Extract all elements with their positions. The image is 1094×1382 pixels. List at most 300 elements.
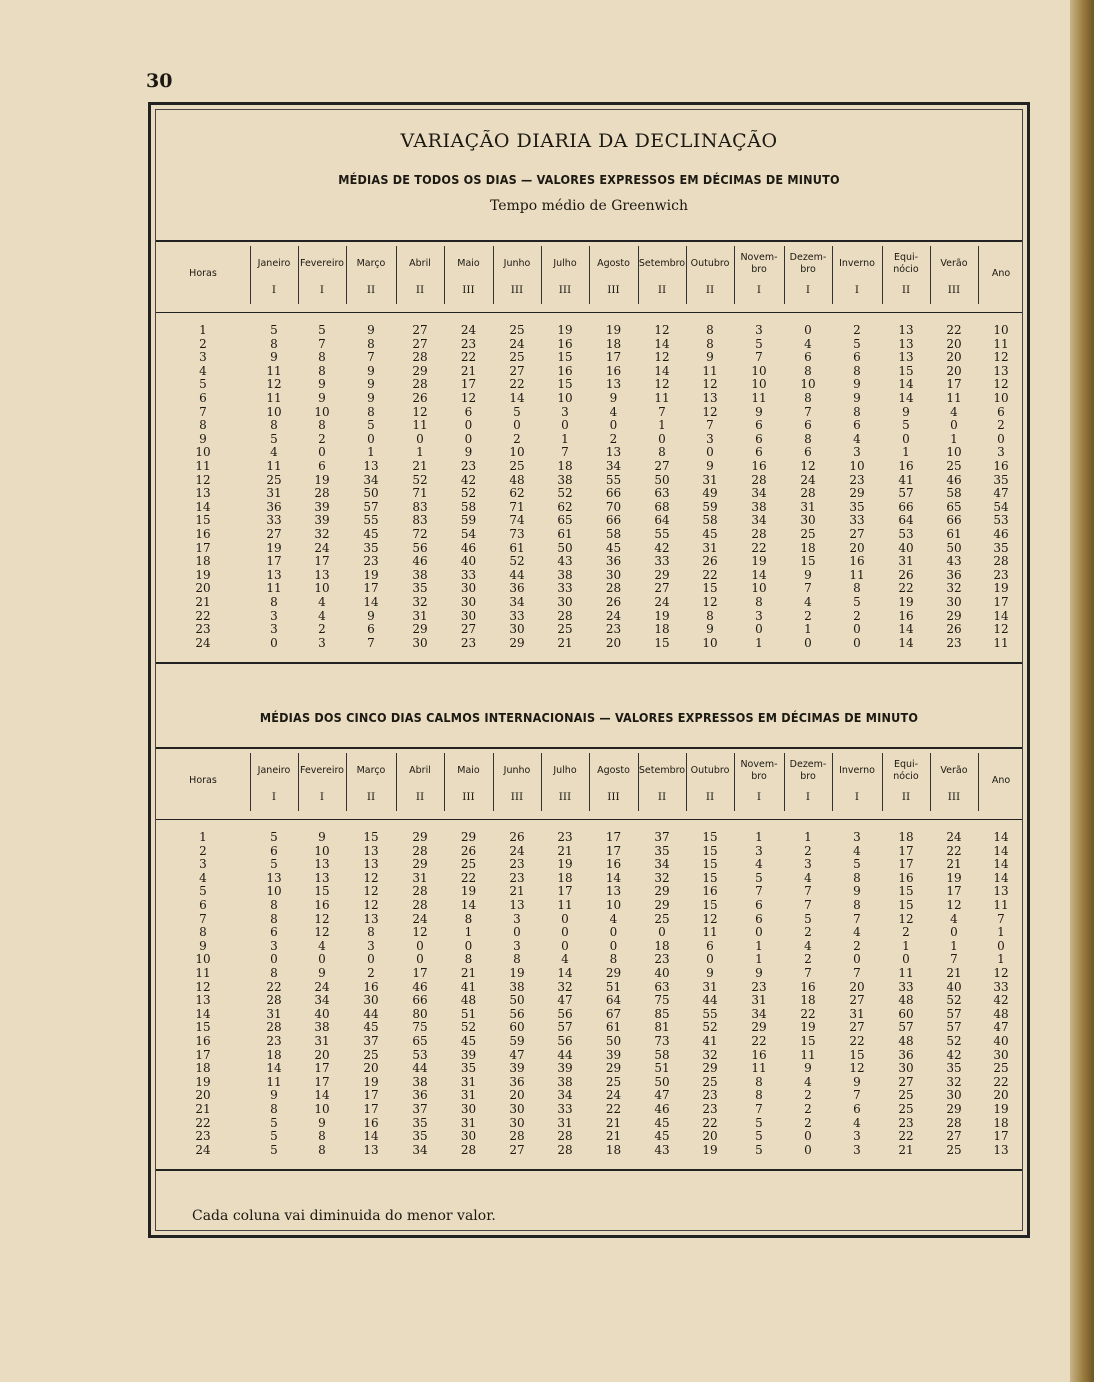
- value-cell: 7: [706, 418, 714, 433]
- value-cell: 24: [314, 979, 330, 994]
- value-cell: 5: [755, 870, 763, 885]
- value-cell: 7: [950, 952, 958, 967]
- value-cell: 8: [318, 350, 326, 365]
- value-cell: 0: [561, 925, 569, 940]
- table1-bottom-rule: [156, 662, 1022, 664]
- value-cell: 13: [605, 884, 622, 899]
- table1-column-header: [444, 240, 493, 312]
- table2-column-divider: [493, 753, 494, 811]
- value-cell: 16: [751, 459, 767, 473]
- table-row: [156, 501, 1022, 515]
- value-cell: 8: [270, 1102, 278, 1116]
- table1-column-divider: [346, 246, 347, 304]
- value-cell: 24: [605, 608, 622, 623]
- value-cell: 27: [412, 323, 428, 337]
- value-cell: 29: [412, 857, 428, 872]
- value-cell: 20: [605, 635, 622, 650]
- value-cell: 42: [460, 472, 477, 487]
- value-cell: 12: [800, 459, 816, 473]
- table1-column-divider: [541, 246, 542, 304]
- value-cell: 30: [605, 567, 622, 582]
- value-cell: 29: [702, 1061, 718, 1076]
- table-row: [156, 926, 1022, 940]
- value-cell: 29: [412, 830, 428, 844]
- hour-cell: 4: [199, 870, 207, 885]
- value-cell: 9: [902, 404, 910, 419]
- value-cell: 10: [314, 1102, 330, 1116]
- value-cell: 19: [266, 540, 282, 555]
- value-cell: 46: [993, 527, 1009, 541]
- table2-column-season-group: III: [947, 791, 961, 803]
- table1-column-header: [396, 240, 444, 312]
- value-cell: 12: [993, 350, 1009, 365]
- value-cell: 1: [561, 431, 569, 446]
- value-cell: 33: [509, 608, 525, 623]
- value-cell: 0: [318, 445, 326, 460]
- value-cell: 6: [853, 350, 861, 365]
- value-cell: 27: [509, 363, 525, 378]
- value-cell: 16: [898, 608, 914, 623]
- value-cell: 25: [898, 1102, 914, 1116]
- value-cell: 5: [270, 1115, 278, 1130]
- value-cell: 39: [314, 513, 330, 528]
- table1-column-divider: [444, 246, 445, 304]
- value-cell: 10: [509, 445, 525, 460]
- value-cell: 2: [804, 1102, 812, 1116]
- value-cell: 0: [561, 911, 569, 926]
- table-row: [156, 994, 1022, 1008]
- table2-column-divider: [250, 753, 251, 811]
- table1-column-divider: [784, 246, 785, 304]
- table2-column-header: [250, 747, 298, 819]
- value-cell: 40: [946, 979, 962, 994]
- value-cell: 17: [557, 884, 573, 899]
- value-cell: 25: [898, 1088, 914, 1103]
- value-cell: 38: [412, 567, 428, 582]
- value-cell: 33: [849, 513, 865, 528]
- value-cell: 12: [412, 404, 428, 419]
- value-cell: 52: [702, 1020, 718, 1035]
- value-cell: 40: [993, 1034, 1009, 1048]
- value-cell: 1: [804, 622, 812, 637]
- value-cell: 13: [266, 870, 282, 885]
- hour-cell: 11: [195, 459, 211, 473]
- value-cell: 23: [509, 857, 525, 872]
- table2-column-divider: [734, 753, 735, 811]
- value-cell: 48: [993, 1006, 1009, 1021]
- value-cell: 32: [314, 527, 330, 541]
- value-cell: 15: [702, 843, 718, 858]
- value-cell: 10: [751, 377, 767, 392]
- value-cell: 3: [270, 608, 278, 623]
- value-cell: 22: [898, 1129, 914, 1144]
- value-cell: 1: [755, 952, 763, 967]
- value-cell: 38: [509, 979, 525, 994]
- value-cell: 14: [509, 391, 525, 405]
- hour-cell: 6: [199, 391, 207, 405]
- table2-column-season-group: II: [415, 791, 425, 803]
- table1-column-season-group: III: [607, 284, 620, 296]
- value-cell: 10: [266, 884, 282, 899]
- section1-subtitle: MÉDIAS DE TODOS OS DIAS — VALORES EXPRESSOS EM DÉCIMAS DE MINUTO: [338, 172, 840, 187]
- value-cell: 2: [804, 1115, 812, 1130]
- value-cell: 28: [412, 884, 428, 899]
- value-cell: 2: [318, 622, 326, 637]
- value-cell: 10: [702, 635, 718, 650]
- value-cell: 63: [654, 979, 670, 994]
- table1-column-name: Abril: [409, 258, 431, 269]
- value-cell: 4: [804, 938, 812, 953]
- value-cell: 16: [751, 1047, 767, 1062]
- table-row: [156, 831, 1022, 845]
- value-cell: 22: [946, 843, 962, 858]
- value-cell: 33: [557, 581, 573, 596]
- value-cell: 35: [946, 1061, 962, 1076]
- value-cell: 0: [464, 938, 473, 953]
- value-cell: 67: [605, 1006, 622, 1021]
- value-cell: 5: [755, 1129, 763, 1144]
- value-cell: 41: [898, 472, 914, 487]
- table2-column-season-group: I: [805, 791, 811, 803]
- value-cell: 28: [412, 350, 428, 365]
- value-cell: 9: [367, 391, 375, 405]
- value-cell: 14: [654, 336, 670, 351]
- value-cell: 38: [751, 499, 767, 514]
- value-cell: 7: [853, 911, 861, 926]
- value-cell: 12: [266, 377, 282, 392]
- table1-column-divider: [882, 246, 883, 304]
- value-cell: 2: [609, 431, 618, 446]
- value-cell: 30: [509, 1115, 525, 1130]
- table1-column-name: Horas: [189, 268, 217, 279]
- value-cell: 15: [702, 830, 718, 844]
- value-cell: 8: [706, 323, 714, 337]
- value-cell: 34: [412, 1142, 428, 1157]
- value-cell: 0: [853, 952, 861, 967]
- hour-cell: 17: [195, 1047, 211, 1062]
- value-cell: 1: [804, 830, 812, 844]
- value-cell: 34: [654, 857, 670, 872]
- value-cell: 17: [605, 843, 622, 858]
- table-row: [156, 1103, 1022, 1117]
- value-cell: 48: [509, 472, 525, 487]
- value-cell: 22: [800, 1006, 816, 1021]
- value-cell: 51: [460, 1006, 477, 1021]
- value-cell: 9: [853, 391, 861, 405]
- value-cell: 14: [993, 870, 1009, 885]
- value-cell: 0: [416, 431, 424, 446]
- value-cell: 28: [751, 472, 767, 487]
- value-cell: 25: [509, 459, 525, 473]
- value-cell: 35: [412, 581, 428, 596]
- value-cell: 9: [318, 830, 326, 844]
- value-cell: 30: [557, 595, 573, 609]
- value-cell: 4: [950, 404, 958, 419]
- value-cell: 23: [849, 472, 865, 487]
- value-cell: 38: [557, 1074, 573, 1089]
- value-cell: 65: [946, 499, 962, 514]
- value-cell: 1: [997, 952, 1005, 967]
- value-cell: 6: [270, 843, 278, 858]
- value-cell: 48: [898, 993, 914, 1008]
- table2-column-divider: [589, 753, 590, 811]
- table1-column-season-group: III: [558, 284, 572, 296]
- value-cell: 14: [654, 363, 670, 378]
- value-cell: 12: [363, 884, 379, 899]
- value-cell: 3: [997, 445, 1005, 460]
- value-cell: 20: [363, 1061, 379, 1076]
- value-cell: 10: [800, 377, 816, 392]
- value-cell: 8: [853, 581, 861, 596]
- value-cell: 28: [509, 1129, 525, 1144]
- table1-column-name: Janeiro: [257, 258, 291, 269]
- value-cell: 28: [605, 581, 622, 596]
- value-cell: 14: [266, 1061, 282, 1076]
- table2-column-name: Março: [356, 765, 386, 776]
- value-cell: 6: [804, 418, 812, 433]
- table-row: [156, 1089, 1022, 1103]
- value-cell: 15: [702, 898, 718, 912]
- value-cell: 26: [898, 567, 914, 582]
- value-cell: 35: [654, 843, 670, 858]
- value-cell: 42: [946, 1047, 962, 1062]
- value-cell: 58: [654, 1047, 670, 1062]
- value-cell: 58: [605, 527, 622, 541]
- value-cell: 7: [755, 1102, 763, 1116]
- hour-cell: 1: [199, 323, 207, 337]
- hour-cell: 10: [195, 952, 211, 967]
- table2-column-season-group: III: [607, 791, 620, 803]
- value-cell: 0: [853, 622, 861, 637]
- value-cell: 9: [318, 377, 326, 392]
- table2-column-name: Setembro: [638, 765, 686, 776]
- table1-column-season-group: I: [756, 284, 762, 296]
- value-cell: 10: [605, 898, 622, 912]
- value-cell: 36: [509, 1074, 525, 1089]
- value-cell: 31: [898, 554, 914, 569]
- value-cell: 17: [946, 377, 962, 392]
- table2-column-divider: [784, 753, 785, 811]
- value-cell: 51: [605, 979, 622, 994]
- value-cell: 6: [464, 404, 473, 419]
- table2-column-divider: [541, 753, 542, 811]
- value-cell: 10: [751, 363, 767, 378]
- value-cell: 18: [654, 938, 670, 953]
- value-cell: 59: [702, 499, 718, 514]
- value-cell: 57: [557, 1020, 573, 1035]
- value-cell: 5: [270, 830, 278, 844]
- value-cell: 19: [993, 1102, 1009, 1116]
- value-cell: 13: [363, 857, 379, 872]
- value-cell: 17: [363, 581, 379, 596]
- value-cell: 28: [314, 486, 330, 501]
- value-cell: 6: [997, 404, 1005, 419]
- value-cell: 81: [654, 1020, 670, 1035]
- value-cell: 4: [561, 952, 569, 967]
- value-cell: 15: [557, 377, 573, 392]
- value-cell: 13: [509, 898, 525, 912]
- value-cell: 73: [654, 1034, 670, 1048]
- value-cell: 4: [609, 404, 618, 419]
- value-cell: 14: [898, 635, 914, 650]
- value-cell: 57: [363, 499, 379, 514]
- value-cell: 45: [363, 527, 379, 541]
- table1-column-divider: [832, 246, 833, 304]
- table2-column-header: [444, 747, 493, 819]
- value-cell: 16: [605, 363, 622, 378]
- value-cell: 10: [314, 404, 330, 419]
- table1-column-header: [156, 240, 250, 312]
- value-cell: 7: [853, 966, 861, 980]
- value-cell: 17: [946, 884, 962, 899]
- value-cell: 23: [363, 554, 379, 569]
- hour-cell: 2: [199, 843, 207, 858]
- value-cell: 55: [605, 472, 622, 487]
- value-cell: 22: [605, 1102, 622, 1116]
- table2-column-divider: [832, 753, 833, 811]
- value-cell: 25: [605, 1074, 622, 1089]
- value-cell: 30: [412, 635, 428, 650]
- value-cell: 28: [751, 527, 767, 541]
- value-cell: 11: [557, 898, 573, 912]
- value-cell: 18: [800, 993, 816, 1008]
- value-cell: 31: [460, 1115, 477, 1130]
- value-cell: 29: [654, 898, 670, 912]
- value-cell: 0: [513, 925, 521, 940]
- hour-cell: 9: [199, 938, 207, 953]
- table1-column-divider: [686, 246, 687, 304]
- value-cell: 14: [898, 377, 914, 392]
- value-cell: 1: [658, 418, 666, 433]
- table1-column-divider: [298, 246, 299, 304]
- value-cell: 75: [654, 993, 670, 1008]
- value-cell: 13: [363, 843, 379, 858]
- value-cell: 1: [367, 445, 375, 460]
- value-cell: 6: [755, 898, 763, 912]
- value-cell: 17: [993, 1129, 1009, 1144]
- value-cell: 20: [946, 336, 962, 351]
- table2-column-name: Abril: [409, 765, 431, 776]
- value-cell: 10: [946, 445, 962, 460]
- hour-cell: 1: [199, 830, 207, 844]
- value-cell: 10: [557, 391, 573, 405]
- value-cell: 30: [898, 1061, 914, 1076]
- value-cell: 0: [997, 938, 1005, 953]
- value-cell: 11: [993, 635, 1009, 650]
- table2-column-name: Horas: [189, 775, 217, 786]
- value-cell: 72: [412, 527, 428, 541]
- value-cell: 33: [898, 979, 914, 994]
- value-cell: 18: [557, 459, 573, 473]
- value-cell: 28: [412, 843, 428, 858]
- hour-cell: 4: [199, 363, 207, 378]
- value-cell: 15: [702, 581, 718, 596]
- value-cell: 48: [460, 993, 477, 1008]
- value-cell: 6: [853, 418, 861, 433]
- value-cell: 5: [270, 1129, 278, 1144]
- value-cell: 31: [266, 1006, 282, 1021]
- value-cell: 29: [654, 567, 670, 582]
- table1-column-season-group: I: [805, 284, 811, 296]
- hour-cell: 24: [195, 635, 211, 650]
- table2-column-header: [638, 747, 686, 819]
- value-cell: 28: [946, 1115, 962, 1130]
- table-row: [156, 610, 1022, 624]
- value-cell: 56: [509, 1006, 525, 1021]
- value-cell: 11: [654, 391, 670, 405]
- value-cell: 9: [706, 459, 714, 473]
- value-cell: 3: [755, 843, 763, 858]
- value-cell: 23: [898, 1115, 914, 1130]
- table1-column-name: Fevereiro: [300, 258, 344, 269]
- value-cell: 56: [412, 540, 428, 555]
- table2-column-name: Junho: [503, 765, 531, 776]
- table-row: [156, 1021, 1022, 1035]
- value-cell: 4: [318, 938, 326, 953]
- value-cell: 3: [755, 608, 763, 623]
- value-cell: 4: [609, 911, 618, 926]
- value-cell: 32: [946, 1074, 962, 1089]
- table2-column-divider: [298, 753, 299, 811]
- value-cell: 40: [898, 540, 914, 555]
- value-cell: 9: [609, 391, 618, 405]
- table2-column-name: Agosto: [597, 765, 630, 776]
- table1-column-header: [638, 240, 686, 312]
- value-cell: 55: [702, 1006, 718, 1021]
- value-cell: 13: [314, 567, 330, 582]
- value-cell: 73: [509, 527, 525, 541]
- value-cell: 13: [605, 377, 622, 392]
- table-frame-inner: [155, 109, 1023, 1231]
- value-cell: 26: [412, 391, 428, 405]
- value-cell: 32: [557, 979, 573, 994]
- value-cell: 31: [412, 608, 428, 623]
- value-cell: 1: [755, 938, 763, 953]
- value-cell: 44: [363, 1006, 379, 1021]
- value-cell: 16: [702, 884, 718, 899]
- hour-cell: 20: [195, 581, 211, 596]
- value-cell: 11: [266, 581, 282, 596]
- value-cell: 8: [853, 898, 861, 912]
- value-cell: 21: [509, 884, 525, 899]
- value-cell: 10: [993, 391, 1009, 405]
- value-cell: 18: [654, 622, 670, 637]
- value-cell: 28: [557, 608, 573, 623]
- value-cell: 6: [755, 418, 763, 433]
- table2-column-name: Inverno: [839, 765, 875, 776]
- value-cell: 23: [509, 870, 525, 885]
- value-cell: 38: [557, 567, 573, 582]
- hour-cell: 21: [195, 1102, 211, 1116]
- value-cell: 50: [509, 993, 525, 1008]
- value-cell: 29: [412, 622, 428, 637]
- value-cell: 18: [605, 336, 622, 351]
- value-cell: 22: [509, 377, 525, 392]
- value-cell: 12: [314, 925, 330, 940]
- value-cell: 57: [946, 1020, 962, 1035]
- table2-column-name: Equi- nócio: [893, 759, 919, 782]
- value-cell: 26: [946, 622, 962, 637]
- value-cell: 54: [460, 527, 477, 541]
- value-cell: 22: [702, 567, 718, 582]
- value-cell: 12: [702, 404, 718, 419]
- table-row: [156, 433, 1022, 447]
- value-cell: 21: [557, 843, 573, 858]
- value-cell: 24: [605, 1088, 622, 1103]
- value-cell: 9: [706, 622, 714, 637]
- value-cell: 17: [993, 595, 1009, 609]
- value-cell: 37: [363, 1034, 379, 1048]
